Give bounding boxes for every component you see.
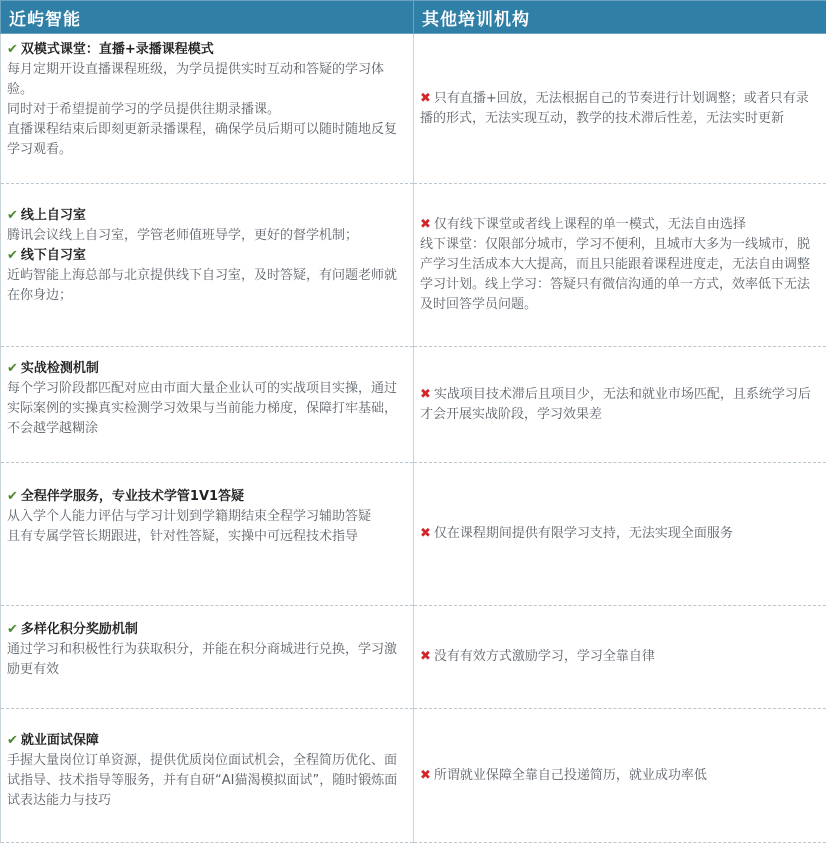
feature-title: ✔ 多样化积分奖励机制 <box>7 620 407 640</box>
feature-desc: 每月定期开设直播课程班级，为学员提供实时互动和答疑的学习体验。 <box>7 60 407 100</box>
others-desc: 只有直播+回放，无法根据自己的节奏进行计划调整；或者只有录播的形式，无法实现互动，教学的技术滞后性差，无法实时更新 <box>420 91 809 126</box>
table-row <box>1 34 826 184</box>
cross-icon: ✖ <box>420 526 431 541</box>
others-cell <box>414 463 826 606</box>
table-row <box>1 606 826 709</box>
feature-desc: 从入学个人能力评估与学习计划到学籍期结束全程学习辅助答疑 <box>7 507 407 527</box>
header-col-jinyu: 近屿智能 <box>1 1 414 34</box>
others-cell <box>414 709 826 843</box>
jinyu-cell <box>1 347 414 463</box>
others-desc: 仅有线下课堂或者线上课程的单一模式，无法自由选择 <box>434 217 746 232</box>
others-desc: 没有有效方式激励学习，学习全靠自律 <box>434 649 655 664</box>
jinyu-cell <box>1 709 414 843</box>
feature-title: ✔ 线下自习室 <box>7 246 407 266</box>
feature-title: ✔ 实战检测机制 <box>7 359 407 379</box>
jinyu-cell <box>1 34 414 184</box>
feature-desc: 每个学习阶段都匹配对应由市面大量企业认可的实战项目实操，通过实际案例的实操真实检测学习效果与当前能力梯度，保障打牢基础，不会越学越糊涂 <box>7 379 407 439</box>
others-desc: 实战项目技术滞后且项目少，无法和就业市场匹配，且系统学习后才会开展实战阶段，学习效果差 <box>420 387 811 422</box>
check-icon: ✔ <box>7 248 18 263</box>
feature-desc: 手握大量岗位订单资源，提供优质岗位面试机会，全程简历优化、面试指导、技术指导等服务，并有自研“AI猫渴模拟面试”，随时锻炼面试表达能力与技巧 <box>7 751 407 811</box>
check-icon: ✔ <box>7 489 18 504</box>
table-row <box>1 347 826 463</box>
jinyu-cell <box>1 184 414 347</box>
cross-icon: ✖ <box>420 91 431 106</box>
feature-title: ✔ 就业面试保障 <box>7 731 407 751</box>
table-row <box>1 184 826 347</box>
feature-desc: 直播课程结束后即刻更新录播课程，确保学员后期可以随时随地反复学习观看。 <box>7 120 407 160</box>
others-cell <box>414 184 826 347</box>
others-cell <box>414 606 826 709</box>
table-row <box>1 463 826 606</box>
feature-title: ✔ 线上自习室 <box>7 206 407 226</box>
others-cell <box>414 347 826 463</box>
cross-icon: ✖ <box>420 387 431 402</box>
check-icon: ✔ <box>7 42 18 57</box>
feature-title: ✔ 双模式课堂：直播+录播课程模式 <box>7 40 407 60</box>
feature-desc: 且有专属学管长期跟进，针对性答疑，实操中可远程技术指导 <box>7 527 407 547</box>
check-icon: ✔ <box>7 622 18 637</box>
jinyu-cell <box>1 606 414 709</box>
others-cell <box>414 34 826 184</box>
feature-desc: 近屿智能上海总部与北京提供线下自习室，及时答疑，有问题老师就在你身边； <box>7 266 407 306</box>
others-desc: 所谓就业保障全靠自己投递简历，就业成功率低 <box>434 768 707 783</box>
feature-desc: 同时对于希望提前学习的学员提供往期录播课。 <box>7 100 407 120</box>
others-desc: 仅在课程期间提供有限学习支持，无法实现全面服务 <box>434 526 733 541</box>
cross-icon: ✖ <box>420 217 431 232</box>
feature-title: ✔ 全程伴学服务，专业技术学管1V1答疑 <box>7 487 407 507</box>
feature-desc: 通过学习和积极性行为获取积分，并能在积分商城进行兑换，学习激励更有效 <box>7 640 407 680</box>
check-icon: ✔ <box>7 733 18 748</box>
others-desc-extra: 线下课堂：仅限部分城市，学习不便利，且城市大多为一线城市，脱产学习生活成本大大提高，而且只能跟着课程进度走，无法自由调整学习计划。线上学习：答疑只有微信沟通的单一方式，效率低下无法及时回答学员问题。 <box>420 235 820 315</box>
jinyu-cell <box>1 463 414 606</box>
check-icon: ✔ <box>7 361 18 376</box>
check-icon: ✔ <box>7 208 18 223</box>
cross-icon: ✖ <box>420 649 431 664</box>
cross-icon: ✖ <box>420 768 431 783</box>
table-row <box>1 709 826 843</box>
header-col-others: 其他培训机构 <box>414 1 826 34</box>
header-row <box>1 1 826 34</box>
feature-desc: 腾讯会议线上自习室，学管老师值班导学，更好的督学机制； <box>7 226 407 246</box>
